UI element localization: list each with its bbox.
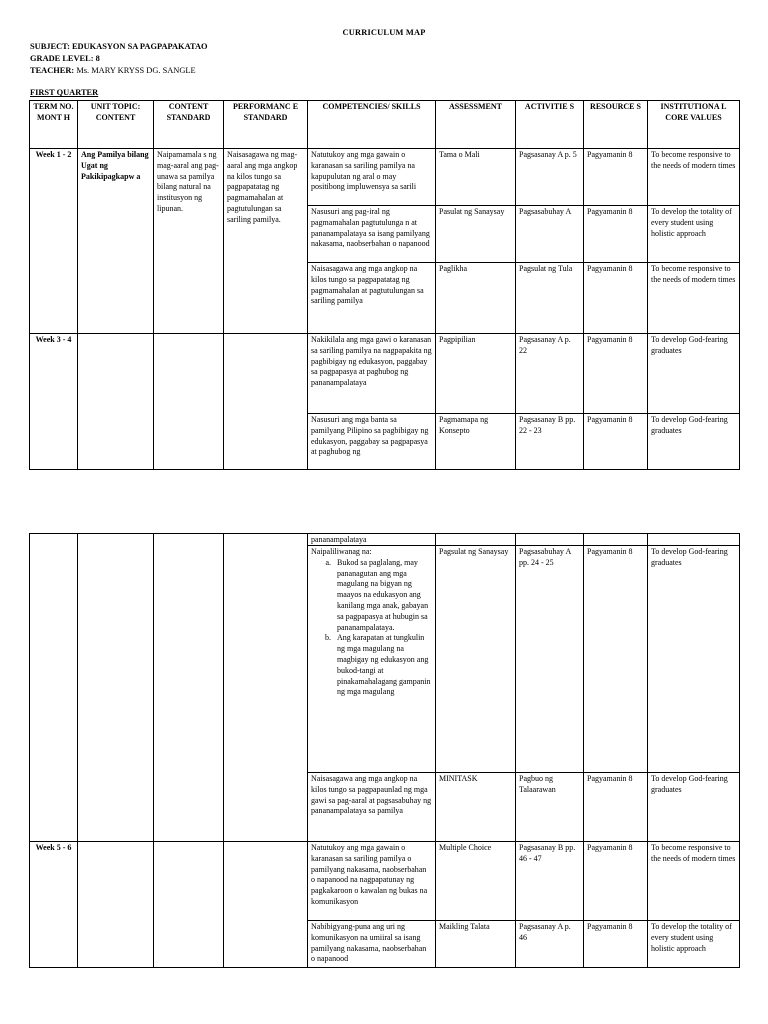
competency-cell: Nasusuri ang pag-iral ng pagmamahalan pagtutulunga n at pananampalataya sa isang pamilyang nakasama, naobserbahan o napanood — [308, 206, 436, 263]
list-item: b. Ang karapatan at tungkulin ng mga magulang na magbigay ng edukasyon ang bukod-tangi at pinakamahalagang gampanin ng mga magulang — [333, 633, 432, 698]
grade-line — [30, 53, 100, 65]
header-term: TERM NO. MONT H — [30, 101, 78, 149]
core-value-cell: To develop God-fearing graduates — [648, 773, 740, 842]
resource-cell: Pagyamanin 8 — [584, 546, 648, 773]
list-item: a. Bukod sa paglalang, may pananagutan ang mga magulang na bigyan ng maayos na edukasyon ang kanilang mga anak, gabayan sa pagpapasya at hubugin sa pananampalataya. — [333, 558, 432, 634]
core-value-cell: To develop God-fearing graduates — [648, 414, 740, 470]
teacher-value: Ms. MARY KRYSS DG. SANGLE — [76, 66, 196, 75]
performance-standard-cell — [224, 534, 308, 842]
core-value-cell: To develop God-fearing graduates — [648, 334, 740, 414]
assessment-cell: Paglikha — [436, 263, 516, 334]
header-row — [30, 101, 740, 149]
quarter-heading: FIRST QUARTER — [30, 88, 99, 97]
subject-value: EDUKASYON SA PAGPAPAKATAO — [71, 42, 208, 51]
assessment-cell: Tama o Mali — [436, 149, 516, 206]
curriculum-table-page-2 — [29, 533, 740, 968]
activity-cell: Pagsasabuhay A pp. 24 - 25 — [516, 546, 584, 773]
core-value-cell: To develop the totality of every student using holistic approach — [648, 921, 740, 968]
assessment-cell — [436, 534, 516, 546]
competency-sublist — [311, 558, 432, 698]
content-standard-cell — [154, 842, 224, 968]
assessment-cell: Maikling Talata — [436, 921, 516, 968]
assessment-cell: Pagpipilian — [436, 334, 516, 414]
curriculum-table-page-1 — [29, 100, 740, 470]
content-standard-cell: Naipamamala s ng mag-aaral ang pag-unawa sa pamilya bilang natural na institusyon ng lipunan. — [154, 149, 224, 334]
unit-topic-cell — [78, 842, 154, 968]
header-assessment: ASSESSMENT — [436, 101, 516, 149]
term-cell: Week 3 - 4 — [30, 334, 78, 470]
resource-cell: Pagyamanin 8 — [584, 334, 648, 414]
core-value-cell: To develop the totality of every student using holistic approach — [648, 206, 740, 263]
resource-cell: Pagyamanin 8 — [584, 263, 648, 334]
term-cell: Week 1 - 2 — [30, 149, 78, 334]
assessment-cell: Pagsulat ng Sanaysay — [436, 546, 516, 773]
content-standard-cell — [154, 534, 224, 842]
performance-standard-cell — [224, 334, 308, 470]
activity-cell: Pagbuo ng Talaarawan — [516, 773, 584, 842]
performance-standard-cell: Naisasagawa ng mag-aaral ang mga angkop na kilos tungo sa pagpapatatag ng pagmamahalan at pagtutulungan sa sariling pamilya. — [224, 149, 308, 334]
competency-cell: Natutukoy ang mga gawain o karanasan sa sariling pamilya o pamilyang nakasama, naobserbahan o napanood na nagpapatunay ng pagkakaroon o kawalan ng bukas na komunikasyon — [308, 842, 436, 921]
activity-cell: Pagsasanay B pp. 22 - 23 — [516, 414, 584, 470]
header-core-values: INSTITUTIONA L CORE VALUES — [648, 101, 740, 149]
activity-cell: Pagsasanay A p. 22 — [516, 334, 584, 414]
term-cell — [30, 534, 78, 842]
resource-cell: Pagyamanin 8 — [584, 921, 648, 968]
table-row — [30, 842, 740, 921]
assessment-cell: MINITASK — [436, 773, 516, 842]
teacher-line — [30, 65, 196, 77]
table-row — [30, 149, 740, 206]
performance-standard-cell — [224, 842, 308, 968]
document-title: CURRICULUM MAP — [342, 28, 426, 37]
activity-cell: Pagsasanay A p. 5 — [516, 149, 584, 206]
term-cell: Week 5 - 6 — [30, 842, 78, 968]
header-unit: UNIT TOPIC: CONTENT — [78, 101, 154, 149]
activity-cell — [516, 534, 584, 546]
resource-cell: Pagyamanin 8 — [584, 414, 648, 470]
grade-label: GRADE LEVEL: — [30, 54, 94, 63]
activity-cell: Pagsasabuhay A — [516, 206, 584, 263]
core-value-cell: To become responsive to the needs of modern times — [648, 263, 740, 334]
header-resources: RESOURCE S — [584, 101, 648, 149]
header-performance-standard: PERFORMANC E STANDARD — [224, 101, 308, 149]
subject-label: SUBJECT: — [30, 42, 70, 51]
competency-cell: Naisasagawa ang mga angkop na kilos tungo sa pagpapatatag ng pagmamahalan at pagtutulungan sa sariling pamilya — [308, 263, 436, 334]
competency-cell: Nasusuri ang mga banta sa pamilyang Pilipino sa pagbibigay ng edukasyon, paggabay sa pagpapasya at paghubog ng — [308, 414, 436, 470]
core-value-cell: To develop God-fearing graduates — [648, 546, 740, 773]
competency-continuation-cell: pananampalataya — [308, 534, 436, 546]
header-competencies: COMPETENCIES/ SKILLS — [308, 101, 436, 149]
activity-cell: Pagsasanay B pp. 46 - 47 — [516, 842, 584, 921]
assessment-cell: Pagmamapa ng Konsepto — [436, 414, 516, 470]
header-content-standard: CONTENT STANDARD — [154, 101, 224, 149]
resource-cell: Pagyamanin 8 — [584, 206, 648, 263]
activity-cell: Pagsulat ng Tula — [516, 263, 584, 334]
resource-cell: Pagyamanin 8 — [584, 149, 648, 206]
content-standard-cell — [154, 334, 224, 470]
competency-intro: Naipaliliwanag na: — [311, 547, 372, 556]
resource-cell: Pagyamanin 8 — [584, 773, 648, 842]
grade-value: 8 — [95, 54, 100, 63]
assessment-cell: Pasulat ng Sanaysay — [436, 206, 516, 263]
header-activities: ACTIVITIE S — [516, 101, 584, 149]
core-value-cell: To become responsive to the needs of modern times — [648, 149, 740, 206]
resource-cell: Pagyamanin 8 — [584, 842, 648, 921]
teacher-label: TEACHER: — [30, 66, 75, 75]
unit-topic-cell: Ang Pamilya bilang Ugat ng Pakikipagkapw a — [78, 149, 154, 334]
competency-cell — [308, 546, 436, 773]
core-value-cell — [648, 534, 740, 546]
competency-cell: Nabibigyang-puna ang uri ng komunikasyon na umiiral sa isang pamilyang nakasama, naobserbahan o napanood — [308, 921, 436, 968]
resource-cell — [584, 534, 648, 546]
unit-topic-cell — [78, 534, 154, 842]
table-row — [30, 334, 740, 414]
competency-cell: Nakikilala ang mga gawi o karanasan sa sariling pamilya na nagpapakita ng pagbibigay ng edukasyon, paggabay sa pagpapasya at paghubog ng pananampalataya — [308, 334, 436, 414]
activity-cell: Pagsasanay A p. 46 — [516, 921, 584, 968]
subject-line — [30, 41, 208, 53]
competency-cell: Natutukoy ang mga gawain o karanasan sa sariling pamilya na kapupulutan ng aral o may positibong impluwensya sa sarili — [308, 149, 436, 206]
competency-cell: Naisasagawa ang mga angkop na kilos tungo sa pagpapaunlad ng mga gawi sa pag-aaral at pagsasabuhay ng pananampalataya sa pamilya — [308, 773, 436, 842]
table-row — [30, 534, 740, 546]
unit-topic-cell — [78, 334, 154, 470]
core-value-cell: To become responsive to the needs of modern times — [648, 842, 740, 921]
assessment-cell: Multiple Choice — [436, 842, 516, 921]
